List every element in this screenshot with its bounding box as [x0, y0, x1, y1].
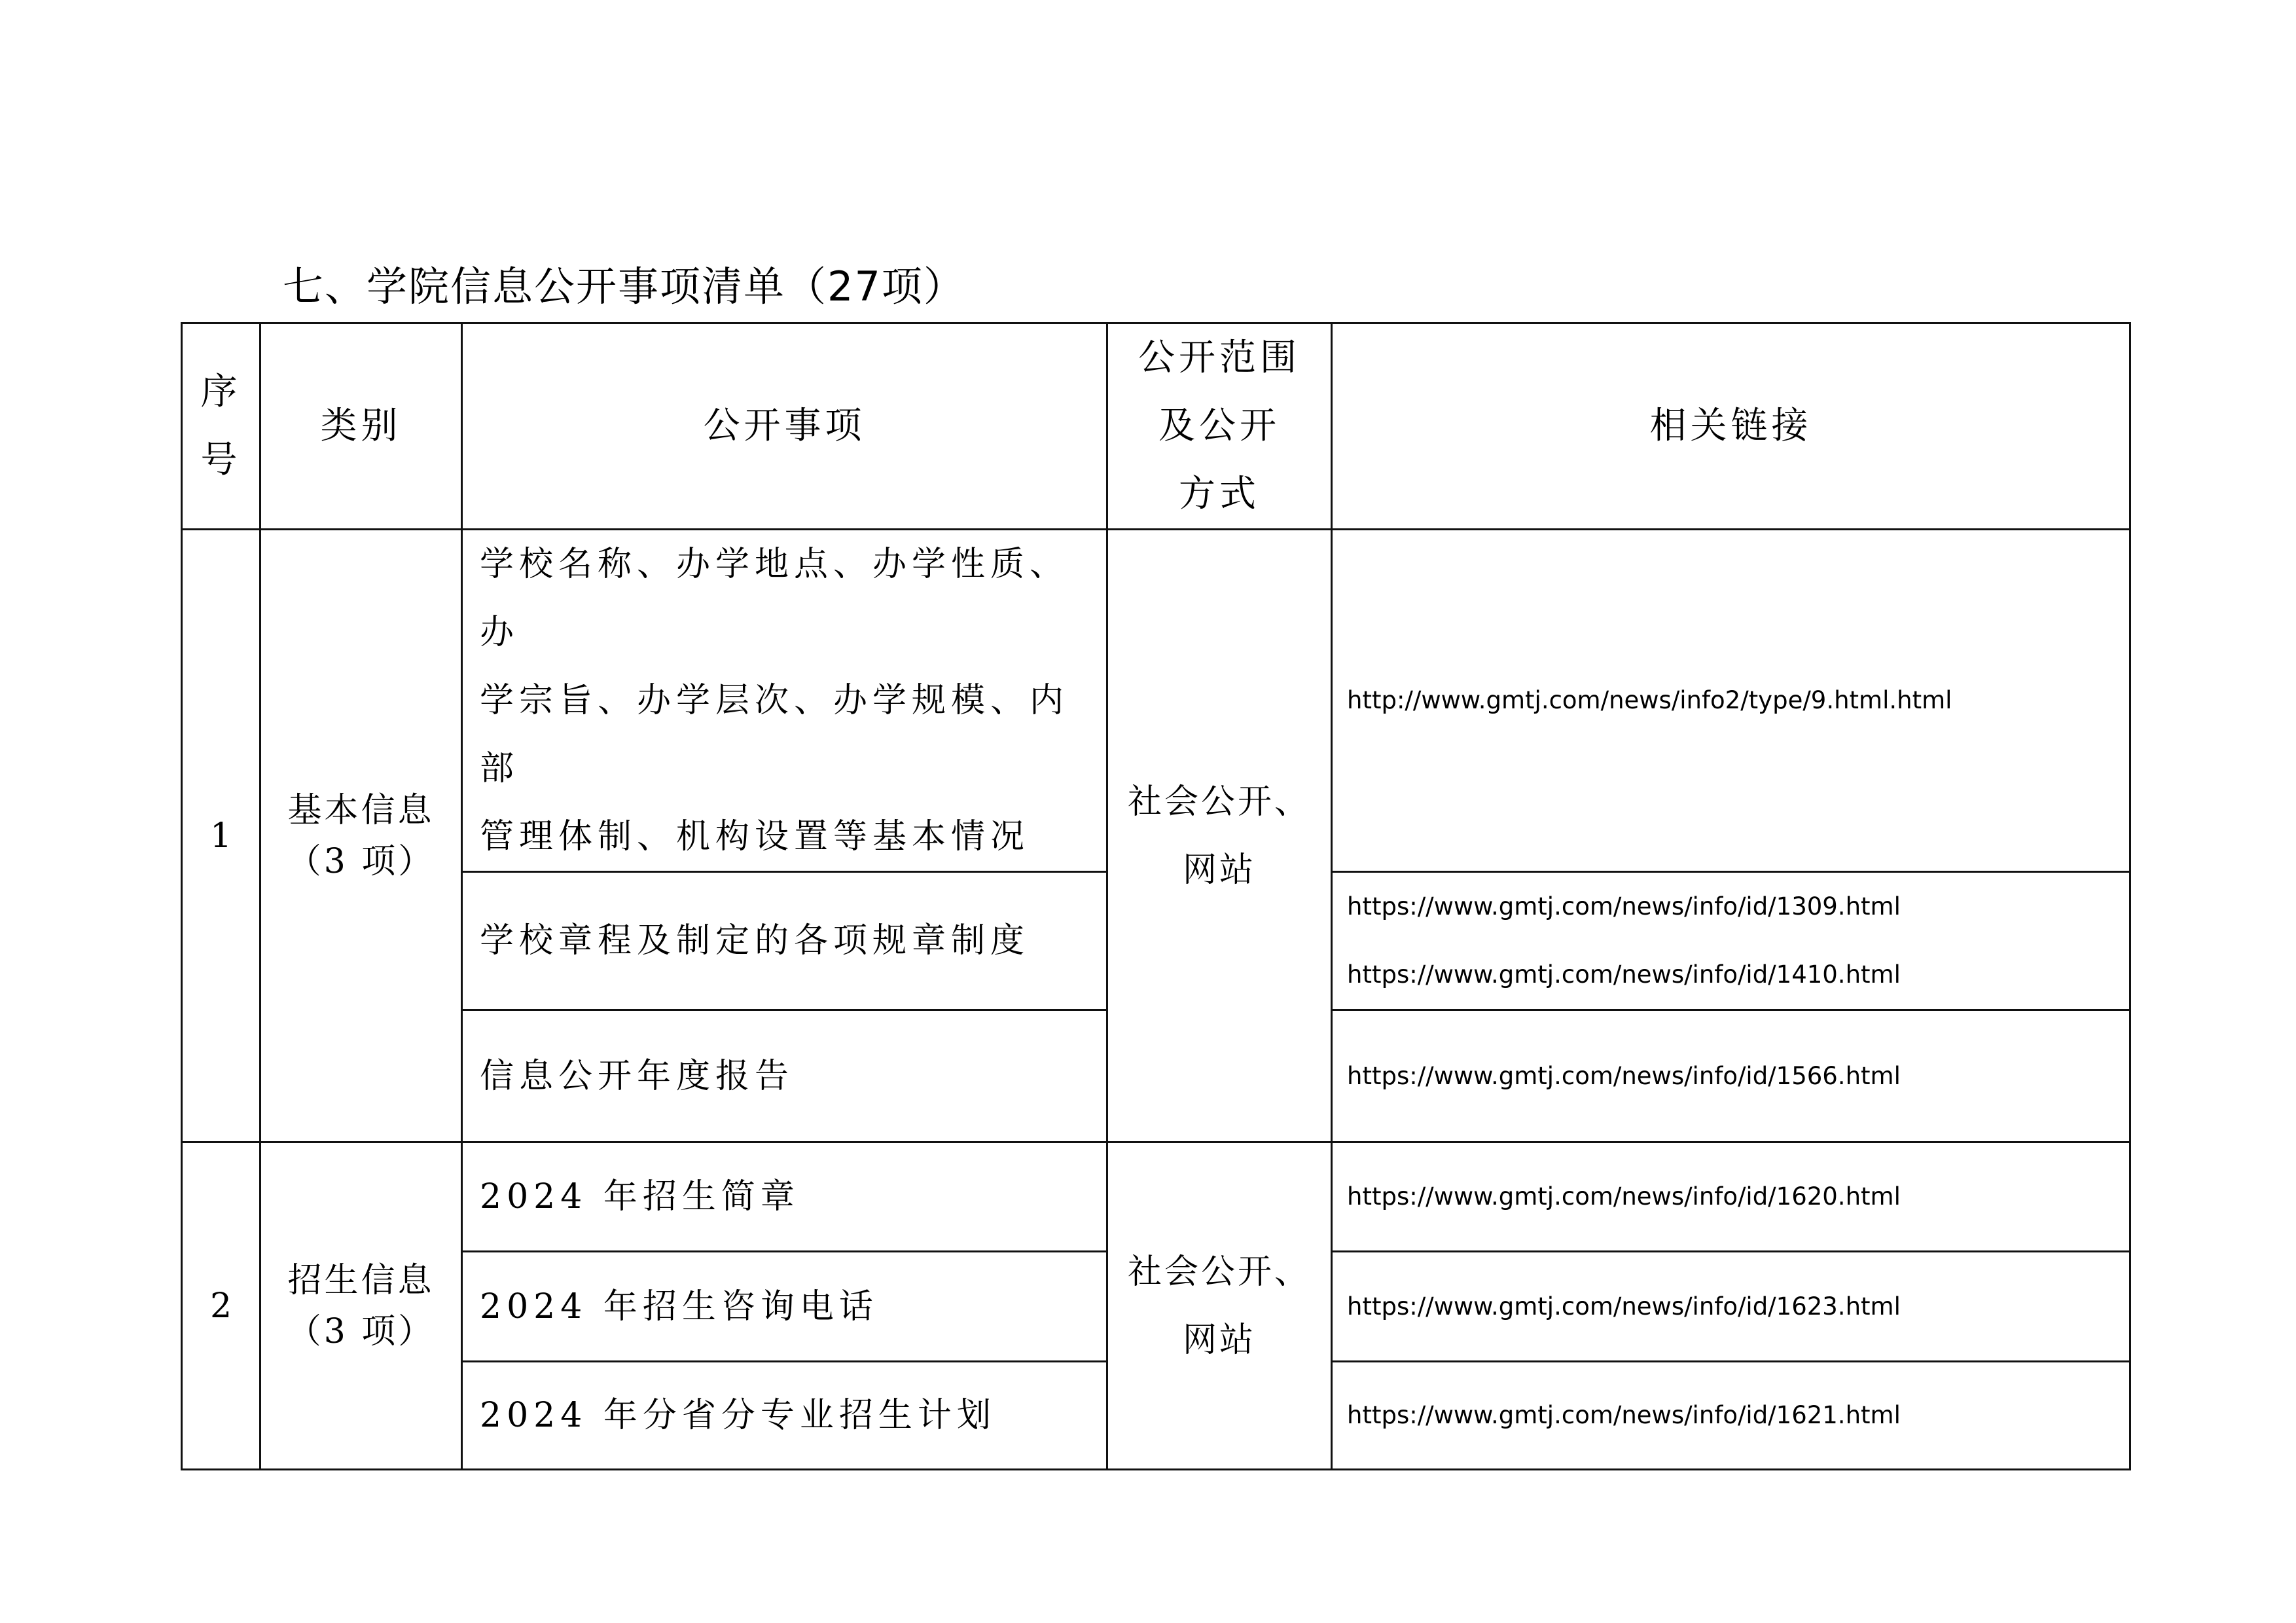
scope-text: 网站 — [1182, 850, 1256, 890]
item-text: 2024 年招生简章 — [480, 1177, 800, 1216]
item-cell — [462, 1010, 1107, 1142]
header-scope-line: 方式 — [1179, 473, 1260, 515]
item-text: 学宗旨、办学层次、办学规模、内部 — [480, 681, 1069, 788]
category-label: 基本信息 — [287, 790, 435, 830]
item-cell — [462, 1142, 1107, 1252]
header-seq-line: 序 — [200, 371, 242, 413]
header-scope-line: 及公开 — [1158, 405, 1280, 447]
table-row — [182, 1142, 2130, 1252]
table-row — [182, 530, 2130, 872]
item-text: 学校章程及制定的各项规章制度 — [480, 921, 1030, 960]
link[interactable]: https://www.gmtj.com/news/info/id/1620.html — [1347, 1182, 1901, 1211]
link-cell — [1332, 1362, 2130, 1470]
item-cell — [462, 530, 1107, 872]
header-category: 类别 — [260, 323, 462, 530]
header-row — [182, 323, 2130, 530]
header-links: 相关链接 — [1332, 323, 2130, 530]
link-cell — [1332, 530, 2130, 872]
item-cell — [462, 872, 1107, 1010]
link[interactable]: http://www.gmtj.com/news/info2/type/9.html.html — [1347, 686, 1952, 714]
category-count: （3 项） — [287, 1311, 435, 1351]
row-seq: 1 — [182, 530, 260, 1142]
link[interactable]: https://www.gmtj.com/news/info/id/1621.html — [1347, 1401, 1901, 1429]
item-cell — [462, 1362, 1107, 1470]
scope-text: 社会公开、 — [1127, 1252, 1311, 1292]
link-cell — [1332, 1142, 2130, 1252]
item-cell — [462, 1252, 1107, 1362]
scope-text: 社会公开、 — [1127, 782, 1311, 822]
row-category — [260, 530, 462, 1142]
row-category — [260, 1142, 462, 1470]
link[interactable]: https://www.gmtj.com/news/info/id/1410.html — [1347, 960, 1901, 989]
item-text: 2024 年分省分专业招生计划 — [480, 1396, 996, 1435]
link-cell — [1332, 1252, 2130, 1362]
scope-cell — [1107, 530, 1332, 1142]
disclosure-table — [181, 322, 2131, 1470]
header-seq-line: 号 — [200, 439, 242, 481]
item-text: 信息公开年度报告 — [480, 1056, 795, 1096]
row-seq: 2 — [182, 1142, 260, 1470]
link-cell — [1332, 872, 2130, 1010]
header-seq — [182, 323, 260, 530]
item-text: 2024 年招生咨询电话 — [480, 1286, 878, 1326]
link-cell — [1332, 1010, 2130, 1142]
link[interactable]: https://www.gmtj.com/news/info/id/1623.html — [1347, 1292, 1901, 1321]
header-item: 公开事项 — [462, 323, 1107, 530]
link[interactable]: https://www.gmtj.com/news/info/id/1566.html — [1347, 1061, 1901, 1090]
header-scope — [1107, 323, 1332, 530]
item-text: 管理体制、机构设置等基本情况 — [480, 817, 1030, 856]
scope-text: 网站 — [1182, 1320, 1256, 1360]
item-text: 学校名称、办学地点、办学性质、办 — [480, 545, 1069, 652]
link[interactable]: https://www.gmtj.com/news/info/id/1309.html — [1347, 892, 1901, 921]
scope-cell — [1107, 1142, 1332, 1470]
header-scope-line: 公开范围 — [1138, 337, 1300, 379]
category-label: 招生信息 — [287, 1260, 435, 1300]
category-count: （3 项） — [287, 841, 435, 881]
page-title: 七、学院信息公开事项清单（27项） — [283, 263, 965, 310]
